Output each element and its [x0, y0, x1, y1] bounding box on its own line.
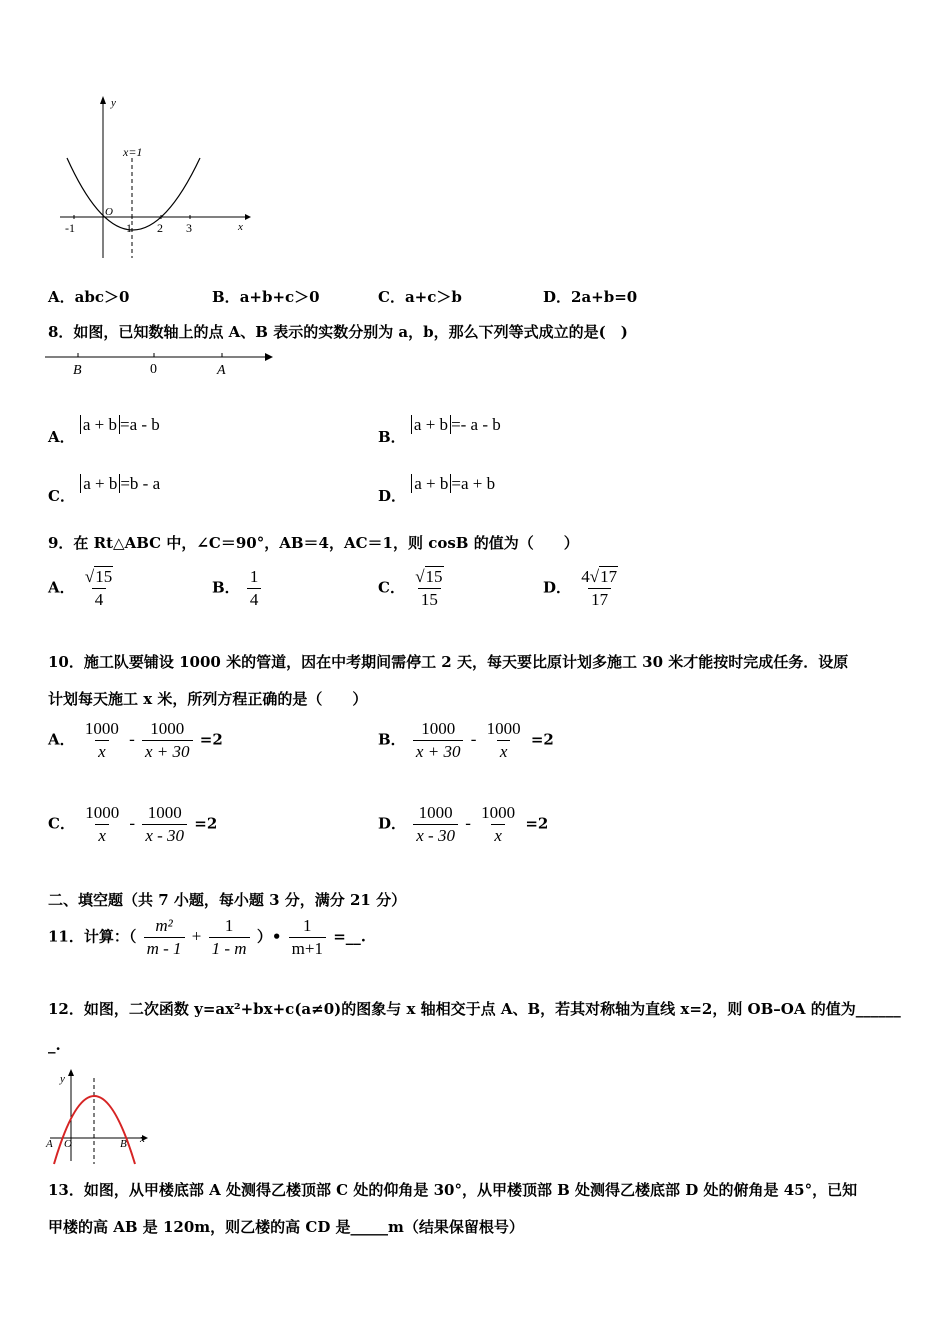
- y-label: y: [60, 1073, 65, 1085]
- axis-label: x=1: [123, 145, 143, 159]
- q7-option-c[interactable]: C．a+c＞b: [378, 288, 462, 306]
- section-heading: 二、填空题（共 7 小题，每小题 3 分，满分 21 分）: [48, 891, 407, 909]
- zero-label: 0: [150, 362, 157, 377]
- q12-parabola-graph: [42, 1066, 157, 1166]
- q9-option-b[interactable]: B． $\frac{1}{4}$: [212, 566, 263, 611]
- tick-label: 1: [126, 221, 132, 235]
- q10-option-d[interactable]: D． $\frac{1000}{x - 30}$ - $\frac{1000}{x}$ =2: [378, 803, 549, 845]
- q10-option-c[interactable]: C． $\frac{1000}{x}$ - $\frac{1000}{x - 30}$ =2: [48, 803, 218, 845]
- x-label: x: [140, 1133, 145, 1145]
- point-a-label: A: [46, 1138, 53, 1150]
- origin-label: O: [105, 206, 113, 218]
- parabola-curve: [67, 158, 200, 230]
- q13-stem-line2: 甲楼的高 AB 是 120m，则乙楼的高 CD 是_____m（结果保留根号）: [48, 1218, 524, 1236]
- q9-stem: 9．在 Rt△ABC 中，∠C＝90°，AB＝4，AC＝1，则 cosB 的值为（ ）: [48, 534, 579, 552]
- q7-option-b[interactable]: B．a+b+c＞0: [212, 288, 320, 306]
- q8-number-line: [42, 345, 277, 380]
- q7-parabola-graph: [55, 90, 255, 265]
- q10-stem-line1: 10．施工队要铺设 1000 米的管道，因在中考期间需停工 2 天，每天要比原计划多施工 30 米才能按时完成任务．设原: [48, 653, 849, 671]
- y-axis-arrow: [100, 96, 106, 104]
- q9-option-a[interactable]: A． $\frac{√15}{4}$: [48, 567, 113, 609]
- q13-stem-line1: 13．如图，从甲楼底部 A 处测得乙楼顶部 C 处的仰角是 30°，从甲楼顶部 B 处测得乙楼底部 D 处的俯角是 45°，已知: [48, 1181, 858, 1199]
- tick-label: -1: [65, 221, 75, 235]
- tick-label: 2: [157, 221, 163, 235]
- q8-option-a[interactable]: A． a + b =a - b: [48, 415, 160, 446]
- q8-option-b[interactable]: B． a + b =- a - b: [378, 415, 501, 446]
- q7-option-d[interactable]: D．2a+b=0: [543, 288, 638, 306]
- point-b-label: B: [120, 1138, 127, 1150]
- q8-option-d[interactable]: D． a + b =a + b: [378, 474, 496, 505]
- x-label: x: [238, 221, 243, 233]
- q10-stem-line2: 计划每天施工 x 米，所列方程正确的是（ ）: [48, 690, 368, 708]
- q9-option-c[interactable]: C． $\frac{√15}{15}$: [378, 567, 443, 609]
- x-axis-arrow: [245, 214, 251, 220]
- q9-option-d[interactable]: D． $\frac{4√17}{17}$: [543, 567, 618, 609]
- q10-option-a[interactable]: A． $\frac{1000}{x}$ - $\frac{1000}{x + 30}$ =2: [48, 719, 223, 761]
- q12-stem-line1: 12．如图，二次函数 y=ax²+bx+c(a≠0)的图象与 x 轴相交于点 A、B，若其对称轴为直线 x=2，则 OB–OA 的值为______: [48, 1000, 901, 1018]
- q11-expression: 11．计算：（ $\frac{\text{m²}}{m - 1}$ + $\frac{1}{1 - m}$ ）• $\frac{1}{m+1}$ =__.: [48, 916, 366, 958]
- point-a-label: A: [217, 363, 226, 378]
- q7-option-a[interactable]: A．abc＞0: [48, 288, 130, 306]
- q10-option-b[interactable]: B． $\frac{1000}{x + 30}$ - $\frac{1000}{x}$ =2: [378, 719, 554, 761]
- tick-label: 3: [186, 221, 192, 235]
- q8-stem: 8．如图，已知数轴上的点 A、B 表示的实数分别为 a，b，那么下列等式成立的是( ): [48, 323, 628, 341]
- q8-option-c[interactable]: C． a + b =b - a: [48, 474, 161, 505]
- q12-stem-line2: _.: [48, 1036, 61, 1054]
- origin-label: O: [64, 1138, 72, 1150]
- point-b-label: B: [73, 363, 82, 378]
- y-label: y: [111, 97, 116, 109]
